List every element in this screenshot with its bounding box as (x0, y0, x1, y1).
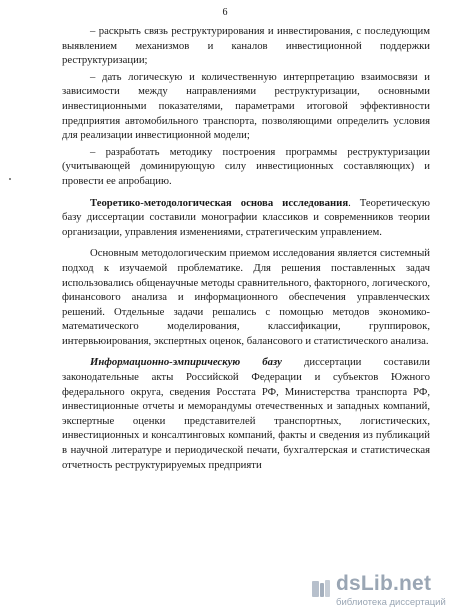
dslib-logo-icon (310, 578, 332, 600)
empirical-base-text: диссертации составили законодательные акты Российской Федерации и субъектов Южного федерального округа, сведения Росстата РФ, Министерства транспорта РФ, инвестиционные отчеты и меморандумы отечественных и западных компаний, экспертные оценки представителей транспортных, логистических, инвестиционных и консалтинговых компаний, факты и сведения из публикаций в научной литературе и периодической печати, бухгалтерская и статистическая отчетность реструктурируемых предприяти (62, 356, 430, 471)
paragraph-theory-basis (62, 196, 430, 240)
paragraph-task-1: – раскрыть связь реструктурирования и инвестирования, с последующим выявлением механизмов и каналов инвестиционной поддержки реструктуризации; (62, 25, 430, 67)
watermark-tagline: библиотека диссертаций (336, 597, 446, 608)
paragraph-empirical-base (62, 355, 430, 472)
page-number: 6 (222, 7, 228, 18)
theory-basis-heading: Теоретико-методологическая основа исследования (90, 196, 349, 209)
dslib-watermark (310, 572, 446, 612)
paragraph-methodology: Основным методологическим приемом исследования является системный подход к изучаемой проблематике. Для решения поставленных задач использовались общенаучные методы сравнительного, факторного, логического, финансового анализа и информационного обеспечения управленческих решений. Отдельные задачи решались с помощью методов экономико-математического моделирования, классификации, группировок, интервьюирования, экспертных оценок, балансового и статистического анализа. (62, 247, 430, 347)
watermark-domain: dsLib.net (336, 572, 432, 595)
margin-mark (9, 178, 11, 180)
paragraph-task-2: – дать логическую и количественную интерпретацию взаимосвязи и зависимости между направлениями реструктуризации, основными инвестиционными показателями, параметрами итоговой эффективности предприятия автомобильного транспорта, позволяющими определить условия для реализации инвестиционной модели; (62, 70, 430, 142)
document-body (62, 24, 430, 479)
empirical-base-heading: Информационно-эмпирическую базу (90, 356, 282, 369)
paragraph-task-3: – разработать методику построения программы реструктуризации (учитывающей доминирующую силу инвестиционных составляющих) и провести ее апробацию. (62, 145, 430, 187)
theory-basis-text: . Теоретическую базу диссертации составили монографии классиков и современников теории организации, управления изменениями, стратегическим управлением. (62, 196, 430, 238)
